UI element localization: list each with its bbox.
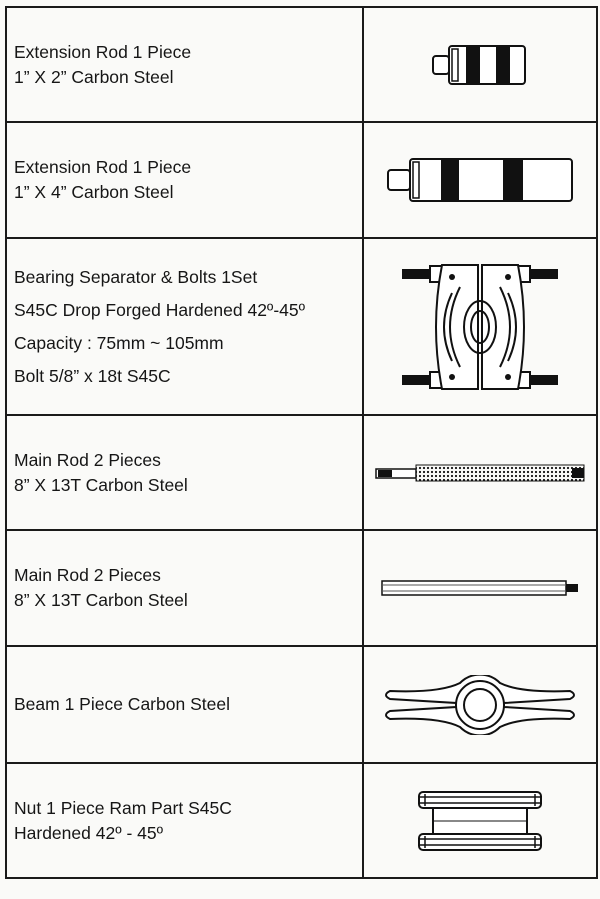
table-row (6, 238, 597, 415)
part-name: Main Rod 2 Pieces (14, 565, 161, 585)
table-row (6, 530, 597, 646)
part-image-cell (363, 530, 597, 646)
part-spec: 8” X 13T Carbon Steel (14, 474, 188, 495)
beam-icon (380, 675, 580, 735)
part-name: Extension Rod 1 Piece (14, 157, 192, 177)
threaded-main-rod-icon (374, 462, 586, 484)
part-name: Bearing Separator & Bolts 1Set (14, 266, 258, 287)
bearing-separator-icon (400, 257, 560, 397)
part-capacity: Capacity : 75mm ~ 105mm (14, 332, 224, 353)
table-row (6, 122, 597, 238)
table-row (6, 646, 597, 763)
parts-sheet (5, 6, 585, 889)
part-name: Nut 1 Piece Ram Part S45C (14, 797, 232, 818)
part-bolt-spec: Bolt 5/8” x 18t S45C (14, 365, 171, 386)
parts-table (5, 6, 598, 879)
part-description (6, 530, 363, 646)
part-spec: 8” X 13T Carbon Steel (14, 590, 188, 610)
part-image-cell (363, 238, 597, 415)
ram-nut-icon (415, 788, 545, 854)
part-spec: S45C Drop Forged Hardened 42º-45º (14, 299, 306, 320)
table-row (6, 415, 597, 530)
part-spec: 1” X 4” Carbon Steel (14, 182, 174, 202)
part-name: Main Rod 2 Pieces (14, 449, 161, 470)
part-image-cell (363, 763, 597, 878)
extension-rod-long-icon (385, 155, 575, 205)
table-row (6, 7, 597, 122)
part-image-cell (363, 646, 597, 763)
part-description (6, 415, 363, 530)
part-description (6, 763, 363, 878)
part-image-cell (363, 122, 597, 238)
part-description (6, 122, 363, 238)
part-image-cell (363, 415, 597, 530)
part-spec: 1” X 2” Carbon Steel (14, 66, 174, 87)
plain-main-rod-icon (380, 578, 580, 598)
part-spec: Hardened 42º - 45º (14, 822, 163, 843)
part-description (6, 7, 363, 122)
table-row (6, 763, 597, 878)
part-name: Extension Rod 1 Piece (14, 41, 192, 62)
part-description (6, 646, 363, 763)
part-name: Beam 1 Piece Carbon Steel (14, 694, 230, 714)
extension-rod-short-icon (430, 42, 530, 88)
part-description (6, 238, 363, 415)
part-image-cell (363, 7, 597, 122)
